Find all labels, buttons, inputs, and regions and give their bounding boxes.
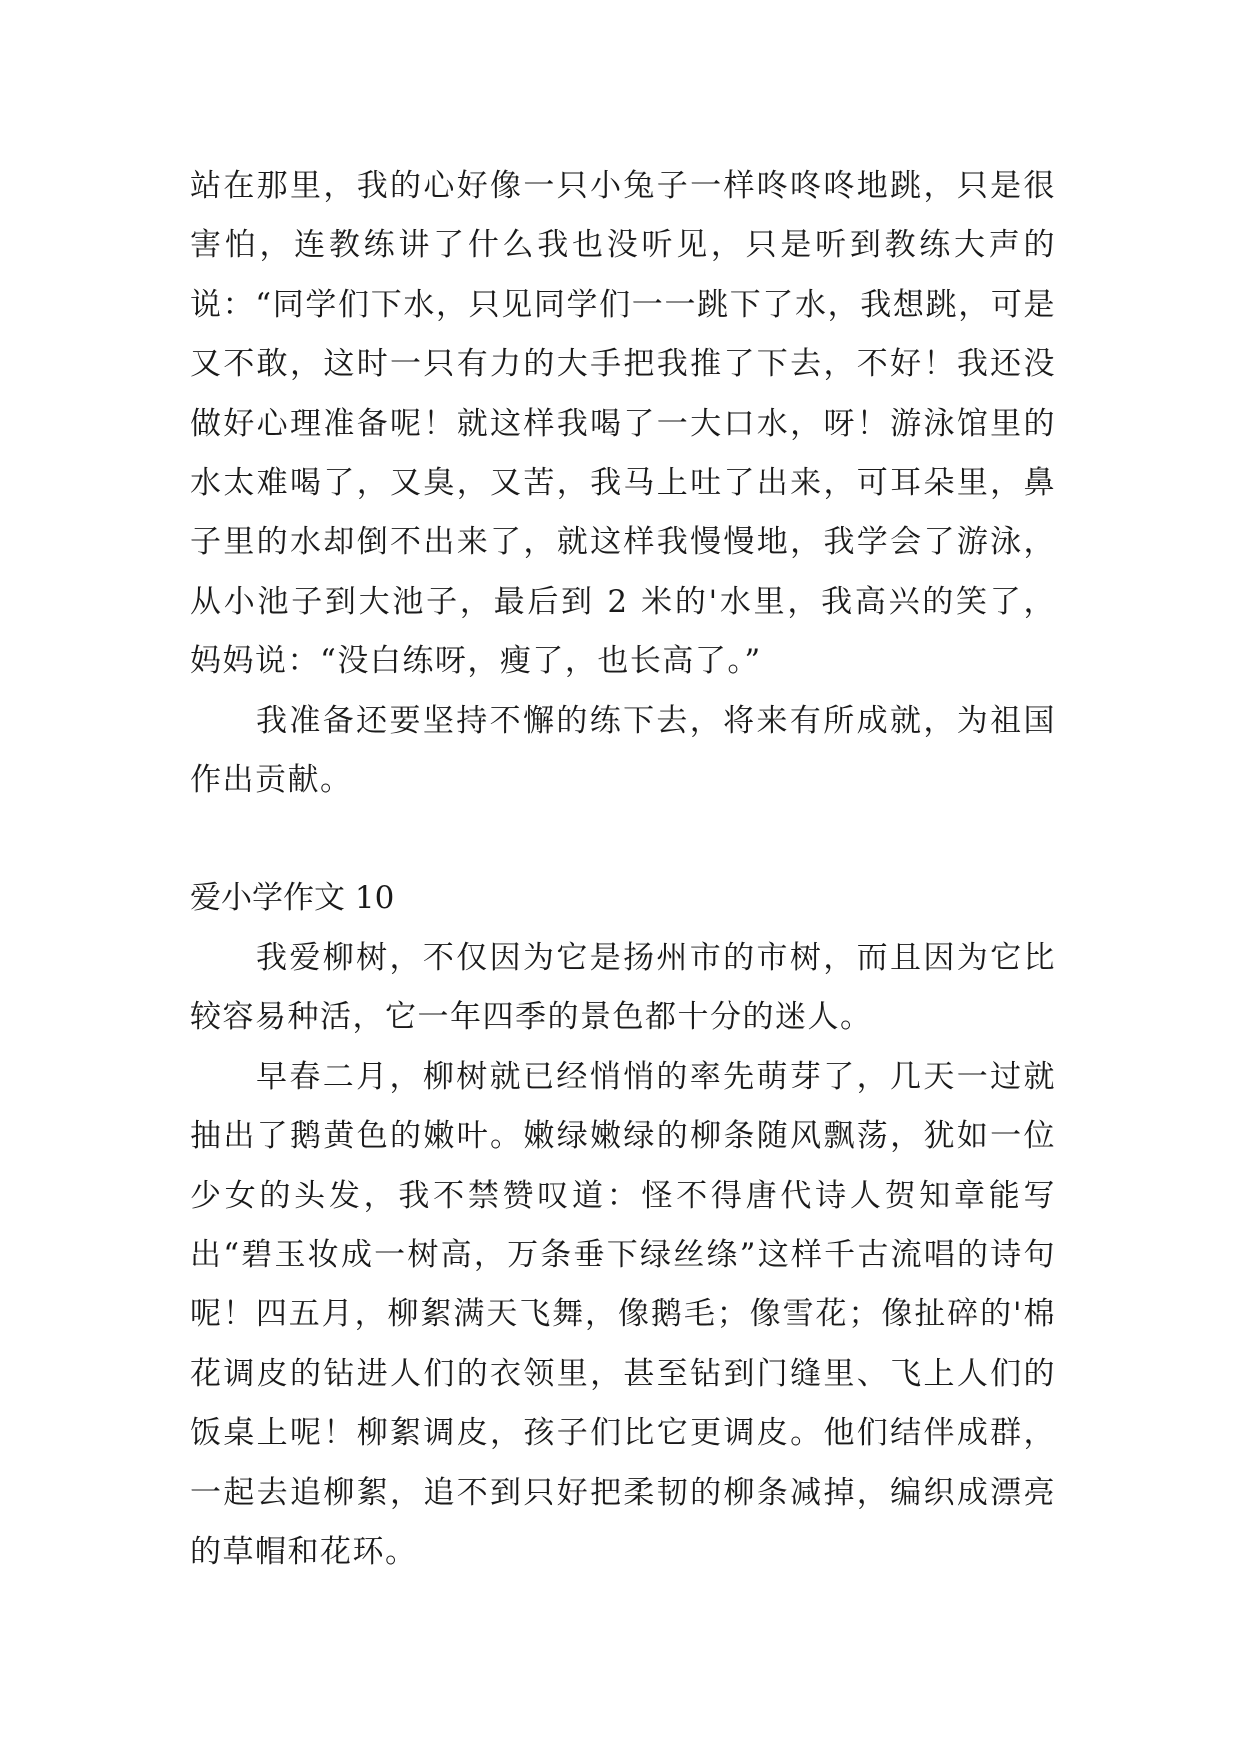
document-page [190, 157, 1056, 1582]
essay-title: 爱小学作文 10 [190, 880, 395, 917]
story-paragraph: 我爱柳树，不仅因为它是扬州市的市树，而且因为它比较容易种活，它一年四季的景色都十分的迷人。 [190, 939, 1056, 1036]
story-paragraph: 站在那里，我的心好像一只小兔子一样咚咚咚地跳，只是很害怕，连教练讲了什么我也没听见，只是听到教练大声的说：“同学们下水，只见同学们一一跳下了水，我想跳，可是又不敢，这时一只有力的大手把我推了下去，不好！我还没做好心理准备呢！就这样我喝了一大口水，呀！游泳馆里的水太难喝了，又臭，又苦，我马上吐了出来，可耳朵里，鼻子里的水却倒不出来了，就这样我慢慢地，我学会了游泳，从小池子到大池子，最后到 2 米的'水里，我高兴的笑了，妈妈说：“没白练呀，瘦了，也长高了。” [190, 168, 1056, 680]
story-paragraph: 我准备还要坚持不懈的练下去，将来有所成就，为祖国作出贡献。 [190, 702, 1056, 799]
story-paragraph: 早春二月，柳树就已经悄悄的率先萌芽了，几天一过就抽出了鹅黄色的嫩叶。嫩绿嫩绿的柳条随风飘荡，犹如一位少女的头发，我不禁赞叹道：怪不得唐代诗人贺知章能写出“碧玉妆成一树高，万条垂下绿丝绦”这样千古流唱的诗句呢！四五月，柳絮满天飞舞，像鹅毛；像雪花；像扯碎的'棉花调皮的钻进人们的衣领里，甚至钻到门缝里、飞上人们的饭桌上呢！柳絮调皮，孩子们比它更调皮。他们结伴成群，一起去追柳絮，追不到只好把柔韧的柳条减掉，编织成漂亮的草帽和花环。 [190, 1058, 1056, 1570]
